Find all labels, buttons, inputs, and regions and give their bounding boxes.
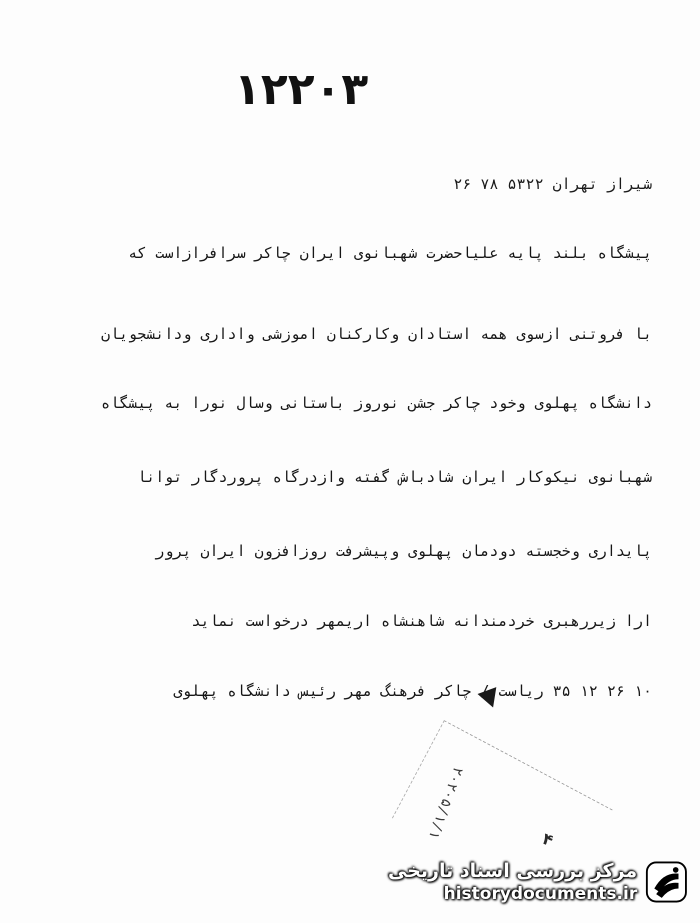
registration-stamp bbox=[425, 700, 670, 851]
document-number-handwritten: ۱۲۲۰۳ bbox=[234, 64, 369, 115]
stamp-digit: ۴ bbox=[540, 828, 556, 851]
watermark-url: historydocuments.ir bbox=[443, 884, 638, 904]
archive-logo-icon bbox=[645, 859, 688, 905]
body-line-6: ارا زیررهبری خردمندانه شاهنشاه اریمهر درخواست نماید bbox=[191, 612, 652, 630]
body-line-1: پیشگاه بلند پایه علیاحضرت شهبانوی ایران چاکر سرافرازاست که bbox=[128, 244, 652, 262]
body-line-4: شهبانوی نیکوکار ایران شادباش گفته وازدرگاه پروردگار توانا bbox=[137, 468, 652, 486]
watermark-title: مرکز بررسی اسناد تاریخی bbox=[388, 860, 638, 882]
signature-line: ۱۰ ۲۶ ۱۲ ۳۵ ریاست / چاکر فرهنگ مهر رئیس دانشگاه پهلوی bbox=[173, 682, 652, 700]
body-line-5: پایداری وخجسته دودمان پهلوی وپیشرفت روزافزون ایران پرور bbox=[155, 542, 652, 560]
watermark-text bbox=[388, 860, 637, 904]
stamp-number: ۲۰۲۰۵/۱/۱ bbox=[425, 764, 466, 842]
telegram-header-line: شیراز تهران ۵۳۲۲ ۷۸ ۲۶ bbox=[453, 175, 652, 193]
body-line-2: با فروتنی ازسوی همه استادان وکارکنان اموزشی واداری ودانشجویان bbox=[101, 325, 652, 343]
body-line-3: دانشگاه پهلوی وخود چاکر جشن نوروز باستانی وسال نورا به پیشگاه bbox=[101, 394, 652, 412]
watermark bbox=[388, 851, 688, 913]
